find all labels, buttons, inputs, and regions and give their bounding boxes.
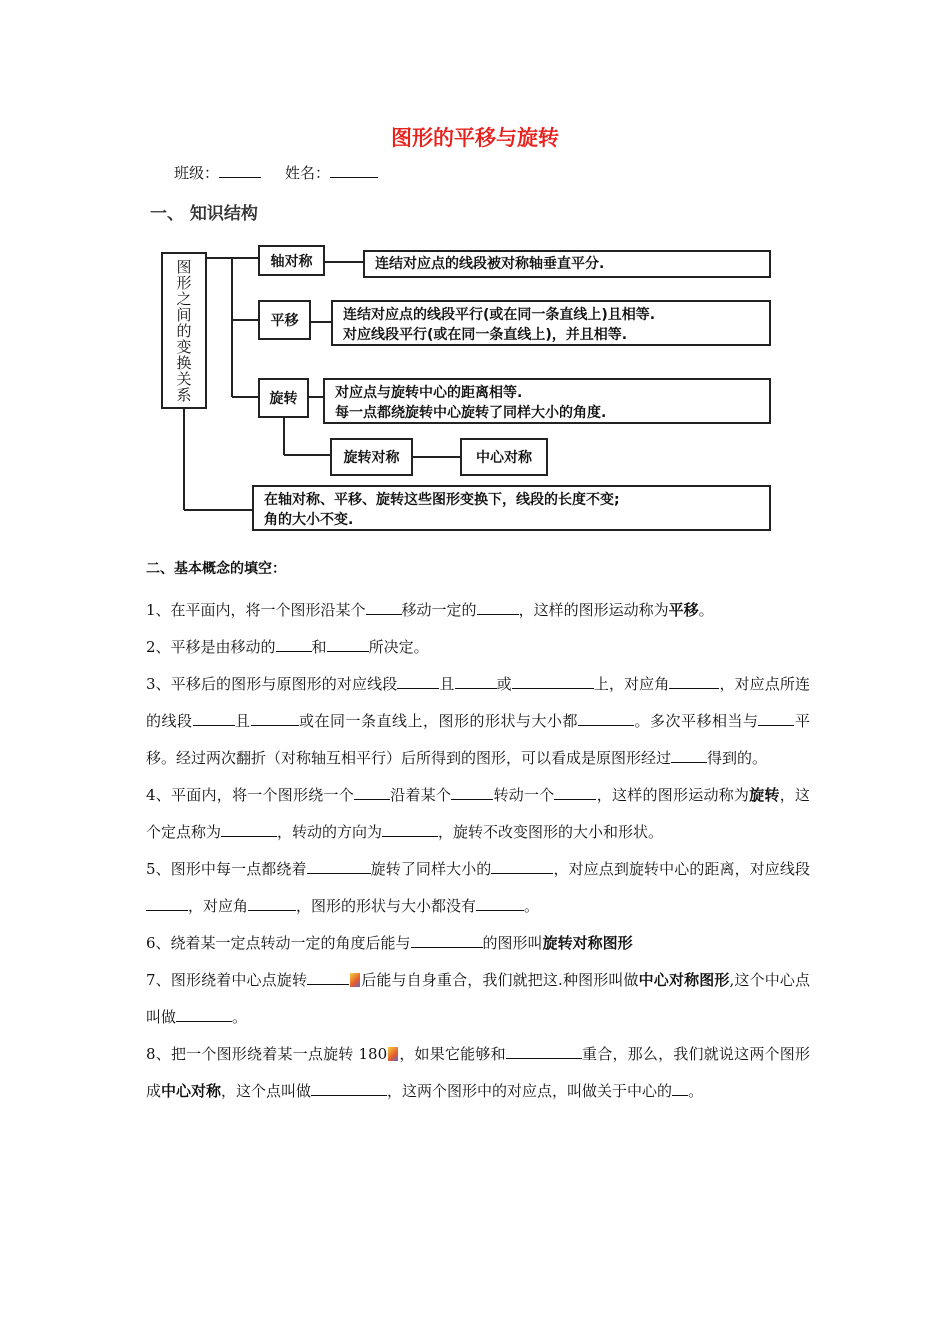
blank[interactable] (758, 709, 794, 726)
axis-desc-text: 连结对应点的线段被对称轴垂直平分. (375, 256, 605, 272)
question-4: 4、平面内，将一个图形绕一个 沿着某个 转动一个 ，这样的图形运动称为旋转，这个定点称为 ，转动的方向为 ，旋转不改变图形的大小和形状。 (146, 777, 810, 851)
blank[interactable] (248, 894, 296, 911)
page-title: 图形的平移与旋转 (391, 126, 559, 150)
question-5: 5、图形中每一点都绕着 旋转了同样大小的 ，对应点到旋转中心的距离，对应线段，对应角 ，图形的形状与大小都没有 。 (146, 851, 810, 925)
name-blank[interactable] (330, 163, 378, 178)
blank[interactable] (491, 857, 553, 874)
blank[interactable] (397, 672, 439, 689)
blank[interactable] (506, 1042, 582, 1059)
axis-symmetry-desc (363, 250, 771, 278)
root-box: 图形之间的变换关系 (161, 252, 207, 409)
knowledge-diagram-lines (0, 0, 950, 560)
blank[interactable] (671, 746, 707, 763)
degree-icon (388, 1047, 398, 1061)
blank[interactable] (176, 1005, 232, 1022)
rotation-desc (323, 378, 771, 424)
blank[interactable] (307, 968, 349, 985)
class-blank[interactable] (219, 163, 261, 178)
blank[interactable] (669, 672, 719, 689)
class-label: 班级： (174, 164, 220, 182)
blank[interactable] (578, 709, 634, 726)
question-3: 3、平移后的图形与原图形的对应线段 且 或 上，对应角 ，对应点所连的线段 且 或在同一条直线上，图形的形状与大小都 。多次平移相当与 平移。经过两次翻折（对称轴互相平行）后所得到的图形，可以看成是原图形经过 得到的。 (146, 666, 810, 777)
blank[interactable] (382, 820, 438, 837)
blank[interactable] (554, 783, 596, 800)
translation-desc (331, 300, 771, 346)
blank[interactable] (307, 857, 371, 874)
blank[interactable] (354, 783, 390, 800)
blank[interactable] (251, 709, 299, 726)
blank[interactable] (455, 672, 497, 689)
section-1-heading: 一、 知识结构 (150, 204, 258, 224)
rotation-desc-line1: 对应点与旋转中心的距离相等. (335, 385, 523, 401)
axis-symmetry-box: 轴对称 (258, 245, 325, 276)
question-8: 8、把一个图形绕着某一点旋转 180 ，如果它能够和 重合，那么，我们就说这两个图形成中心对称，这个点叫做 ，这两个图形中的对应点，叫做关于中心的 。 (146, 1036, 810, 1110)
blank[interactable] (193, 709, 235, 726)
blank[interactable] (672, 1079, 688, 1096)
rotational-symmetry-box: 旋转对称 (330, 438, 413, 476)
translation-desc-line2: 对应线段平行(或在同一条直线上)，并且相等. (343, 327, 628, 343)
question-1: 1、在平面内，将一个图形沿某个 移动一定的 ，这样的图形运动称为平移。 (146, 592, 810, 629)
question-2: 2、平移是由移动的 和 所决定。 (146, 629, 810, 666)
common-desc-line1: 在轴对称、平移、旋转这些图形变换下，线段的长度不变; (264, 492, 620, 508)
question-6: 6、绕着某一定点转动一定的角度后能与 的图形叫旋转对称图形 (146, 925, 810, 962)
blank[interactable] (411, 931, 483, 948)
blank[interactable] (477, 598, 519, 615)
degree-icon (350, 973, 360, 987)
blank[interactable] (311, 1079, 387, 1096)
rotation-box: 旋转 (258, 378, 309, 418)
blank[interactable] (451, 783, 493, 800)
blank[interactable] (276, 635, 312, 652)
section-2-heading: 二、基本概念的填空： (146, 561, 286, 577)
blank[interactable] (221, 820, 277, 837)
name-label: 姓名： (285, 164, 331, 182)
blank[interactable] (327, 635, 369, 652)
rotation-desc-line2: 每一点都绕旋转中心旋转了同样大小的角度. (335, 405, 607, 421)
common-properties-desc (252, 485, 771, 531)
blank[interactable] (512, 672, 594, 689)
translation-box: 平移 (258, 300, 311, 340)
central-symmetry-box: 中心对称 (460, 438, 548, 476)
blank[interactable] (146, 894, 188, 911)
fill-in-section (146, 558, 810, 1110)
class-name-line (174, 162, 378, 183)
blank[interactable] (476, 894, 524, 911)
question-7: 7、图形绕着中心点旋转 后能与自身重合，我们就把这.种图形叫做中心对称图形,这个中心点叫做 。 (146, 962, 810, 1036)
blank[interactable] (366, 598, 402, 615)
common-desc-line2: 角的大小不变. (264, 512, 354, 528)
translation-desc-line1: 连结对应点的线段平行(或在同一条直线上)且相等. (343, 307, 656, 323)
